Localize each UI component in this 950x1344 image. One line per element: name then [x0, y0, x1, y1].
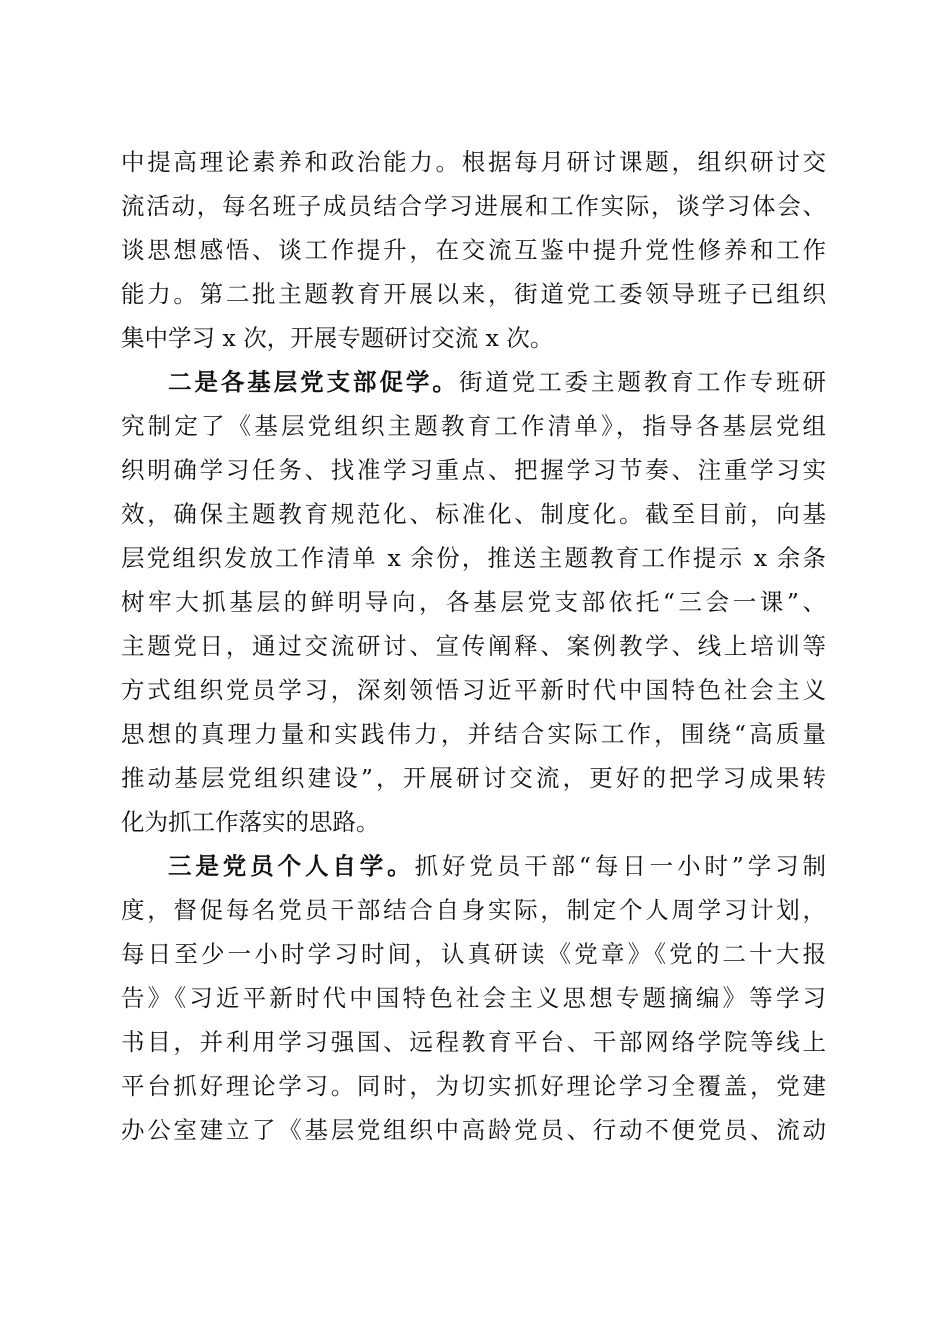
paragraph-2	[121, 360, 826, 844]
paragraph-first-line	[121, 844, 826, 888]
paragraph-line: 谈思想感悟、谈工作提升，在交流互鉴中提升党性修养和工作	[121, 236, 826, 264]
paragraph-line: 流活动，每名班子成员结合学习进展和工作实际，谈学习体会、	[121, 192, 826, 220]
paragraph-line: 究制定了《基层党组织主题教育工作清单》，指导各基层党组	[121, 412, 826, 440]
paragraph-line: 层党组织发放工作清单 x 余份，推送主题教育工作提示 x 余条	[121, 544, 826, 572]
paragraph-line: 能力。第二批主题教育开展以来，街道党工委领导班子已组织	[121, 280, 826, 308]
paragraph-line: 推动基层党组织建设”，开展研讨交流，更好的把学习成果转	[121, 764, 826, 792]
paragraph-line: 树牢大抓基层的鲜明导向，各基层党支部依托“三会一课”、	[121, 588, 826, 616]
paragraph-first-line-text: 抓好党员干部“每日一小时”学习制	[414, 852, 827, 880]
paragraph-line: 办公室建立了《基层党组织中高龄党员、行动不便党员、流动	[121, 1116, 826, 1144]
paragraph-line: 中提高理论素养和政治能力。根据每月研讨课题，组织研讨交	[121, 148, 826, 176]
paragraph-line: 每日至少一小时学习时间，认真研读《党章》《党的二十大报	[121, 940, 826, 968]
paragraph-line: 平台抓好理论学习。同时，为切实抓好理论学习全覆盖，党建	[121, 1072, 826, 1100]
document-body	[121, 140, 826, 1152]
paragraph-line: 度，督促每名党员干部结合自身实际，制定个人周学习计划，	[121, 896, 826, 924]
paragraph-heading: 三是党员个人自学。	[168, 852, 415, 880]
paragraph-line: 告》《习近平新时代中国特色社会主义思想专题摘编》等学习	[121, 984, 826, 1012]
paragraph-first-line	[121, 360, 826, 404]
paragraph-line: 思想的真理力量和实践伟力，并结合实际工作，围绕“高质量	[121, 720, 826, 748]
paragraph-line: 方式组织党员学习，深刻领悟习近平新时代中国特色社会主义	[121, 676, 826, 704]
paragraph-first-line-text: 街道党工委主题教育工作专班研	[458, 368, 826, 396]
paragraph-heading: 二是各基层党支部促学。	[168, 368, 459, 396]
paragraph-line: 织明确学习任务、找准学习重点、把握学习节奏、注重学习实	[121, 456, 826, 484]
paragraph-line: 化为抓工作落实的思路。	[121, 808, 380, 836]
paragraph-line: 主题党日，通过交流研讨、宣传阐释、案例教学、线上培训等	[121, 632, 826, 660]
paragraph-1	[121, 140, 826, 360]
paragraph-3	[121, 844, 826, 1152]
paragraph-line: 集中学习 x 次，开展专题研讨交流 x 次。	[121, 324, 554, 352]
paragraph-line: 书目，并利用学习强国、远程教育平台、干部网络学院等线上	[121, 1028, 826, 1056]
paragraph-line: 效，确保主题教育规范化、标准化、制度化。截至目前，向基	[121, 500, 826, 528]
